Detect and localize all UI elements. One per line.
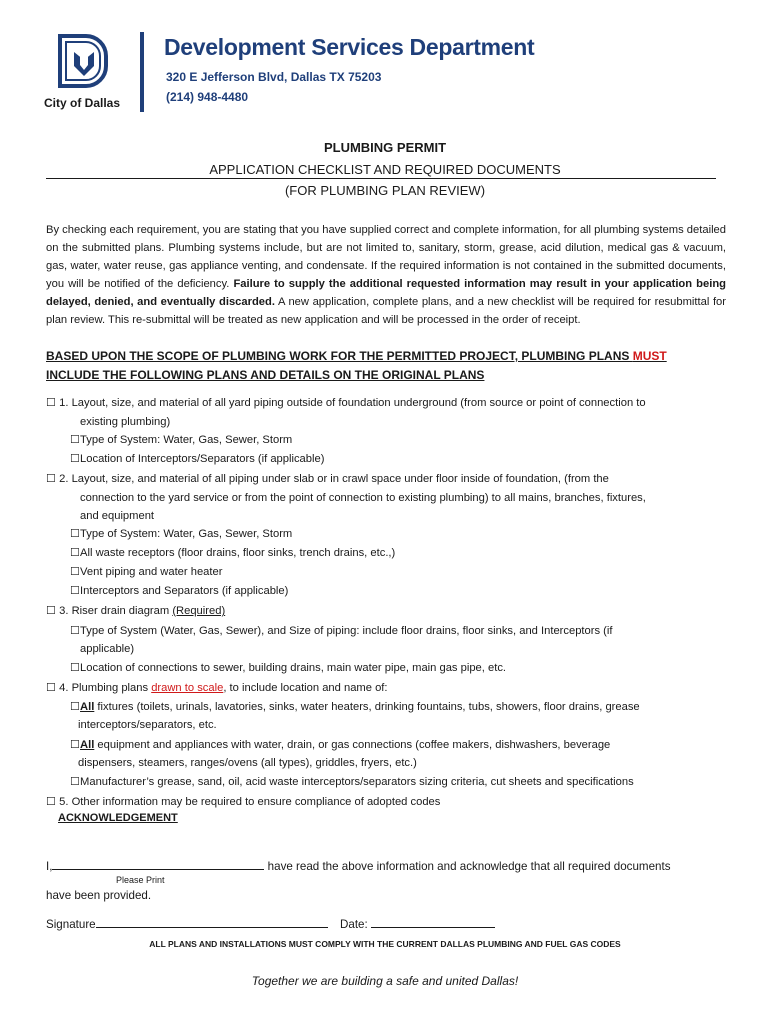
item-1 [46, 396, 646, 410]
item-2-sub-b [70, 546, 395, 560]
item-4-sub-a-cont: interceptors/separators, etc. [78, 719, 217, 731]
checkbox-item-4c[interactable]: ☐ [70, 776, 81, 788]
all-label: All [80, 739, 95, 751]
department-title: Development Services Department [164, 34, 535, 60]
checkbox-item-4b[interactable]: ☐ [70, 739, 81, 751]
item-2-cont-1: connection to the yard service or from the point of connection to existing plumbing) to all mains, branches, fixtures, [80, 492, 646, 504]
item-3 [46, 604, 225, 618]
item-3-sub-a-text: Type of System (Water, Gas, Sewer), and Size of piping: include floor drains, floor sinks, and Interceptors (if [80, 625, 613, 637]
checkbox-item-3a[interactable]: ☐ [70, 625, 81, 637]
item-2-sub-d [70, 584, 288, 598]
title-rule [46, 178, 716, 179]
item-2-sub-a-text: Type of System: Water, Gas, Sewer, Storm [80, 528, 293, 540]
permit-title: PLUMBING PERMIT [323, 140, 447, 155]
item-3-sub-a-cont: applicable) [80, 643, 135, 655]
item-4-sub-b [70, 738, 610, 752]
acknowledgement-heading: ACKNOWLEDGEMENT [58, 812, 178, 824]
date-label: Date: [340, 918, 368, 931]
checkbox-item-1b[interactable]: ☐ [70, 453, 81, 465]
checklist-title: APPLICATION CHECKLIST AND REQUIRED DOCUMENTS [209, 162, 561, 177]
header-divider [140, 32, 144, 112]
date-field[interactable] [371, 915, 495, 928]
checkbox-item-4a[interactable]: ☐ [70, 701, 81, 713]
checkbox-item-1a[interactable]: ☐ [70, 434, 81, 446]
item-4-sub-c-text: Manufacturer’s grease, sand, oil, acid waste interceptors/separators sizing criteria, cut sheets and specifications [80, 776, 634, 788]
item-4-sub-a-text: fixtures (toilets, urinals, lavatories, sinks, water heaters, drinking fountains, tubs, showers, floor drains, grease [94, 701, 640, 713]
tagline: Together we are building a safe and united Dallas! [251, 974, 519, 988]
item-5 [46, 795, 440, 809]
checkbox-item-2a[interactable]: ☐ [70, 528, 81, 540]
checkbox-item-2b[interactable]: ☐ [70, 547, 81, 559]
ack-i-prefix: I, [46, 860, 53, 873]
review-subtitle: (FOR PLUMBING PLAN REVIEW) [284, 183, 486, 198]
acknowledgement-statement [46, 857, 671, 874]
item-1-sub-b-text: Location of Interceptors/Separators (if applicable) [80, 453, 325, 465]
item-4-sub-c [70, 775, 634, 789]
checkbox-item-2d[interactable]: ☐ [70, 585, 81, 597]
scope-heading-line2: INCLUDE THE FOLLOWING PLANS AND DETAILS ON THE ORIGINAL PLANS [46, 368, 485, 382]
signature-label: Signature [46, 918, 96, 931]
intro-warning: Failure to supply the additional requested information may result in your application being delayed, denied, and eventually discarded. [46, 278, 726, 308]
please-print-hint: Please Print [116, 875, 165, 885]
signature-row [46, 915, 328, 932]
intro-text-1: By checking each requirement, you are stating that you have supplied correct and complete information, for all plumbing systems detailed on the submitted plans. Plumbing systems include, but are not limited to, sanitary, storm, grease, acid dilution, medical gas & vacuum, gas, water, water reuse, gas appliance venting, and condensate. If the required information is not contained in the submitted documents, you will be notified of the deficiency. [46, 224, 726, 290]
code-compliance-notice: ALL PLANS AND INSTALLATIONS MUST COMPLY WITH THE CURRENT DALLAS PLUMBING AND FUEL GAS CODES [149, 939, 621, 949]
department-address: 320 E Jefferson Blvd, Dallas TX 75203 [166, 70, 382, 84]
item-5-text: 5. Other information may be required to ensure compliance of adopted codes [56, 796, 441, 808]
provided-text: have been provided. [46, 889, 152, 902]
required-label: (Required) [172, 605, 226, 617]
item-4-sub-b-cont: dispensers, steamers, ranges/ovens (all types), griddles, fryers, etc.) [78, 757, 417, 769]
checkbox-item-2[interactable]: ☐ [46, 473, 57, 485]
name-field[interactable] [52, 857, 264, 870]
item-2-sub-b-text: All waste receptors (floor drains, floor sinks, trench drains, etc.,) [80, 547, 396, 559]
item-4 [46, 681, 388, 695]
item-3-sub-a [70, 624, 613, 638]
item-1-sub-b [70, 452, 324, 466]
item-2-text: 2. Layout, size, and material of all piping under slab or in crawl space under floor inside of foundation, (from the [56, 473, 609, 485]
item-3-sub-b [70, 661, 506, 675]
item-4-text: 4. Plumbing plans [56, 682, 152, 694]
item-3-sub-b-text: Location of connections to sewer, building drains, main water pipe, main gas pipe, etc. [80, 662, 507, 674]
item-4-sub-b-text: equipment and appliances with water, drain, or gas connections (coffee makers, dishwashers, beverage [94, 739, 611, 751]
checkbox-item-2c[interactable]: ☐ [70, 566, 81, 578]
item-2-sub-c [70, 565, 222, 579]
item-1-sub-a-text: Type of System: Water, Gas, Sewer, Storm [80, 434, 293, 446]
department-phone: (214) 948-4480 [166, 90, 249, 104]
scope-heading [46, 347, 736, 385]
drawn-to-scale-label: drawn to scale [151, 682, 224, 694]
checkbox-item-3b[interactable]: ☐ [70, 662, 81, 674]
item-4-suffix: , to include location and name of: [223, 682, 388, 694]
item-3-text: 3. Riser drain diagram [56, 605, 173, 617]
item-1-sub-a [70, 433, 292, 447]
item-1-text: 1. Layout, size, and material of all yard piping outside of foundation underground (from source or point of connection to [56, 397, 646, 409]
item-2-sub-a [70, 527, 292, 541]
item-2-cont-2: and equipment [80, 510, 155, 522]
city-name: City of Dallas [44, 96, 121, 110]
item-2 [46, 472, 609, 486]
intro-text-2: A new application, complete plans, and a new checklist will be required for resubmittal for plan review. This re-submittal will be treated as new application and will be processed in the order of receipt. [46, 296, 726, 326]
all-label: All [80, 701, 95, 713]
intro-paragraph [46, 221, 726, 329]
ack-statement-text: have read the above information and acknowledge that all required documents [264, 860, 671, 873]
scope-heading-text: BASED UPON THE SCOPE OF PLUMBING WORK FOR THE PERMITTED PROJECT, PLUMBING PLANS [46, 349, 633, 363]
date-row [340, 915, 495, 932]
item-1-cont: existing plumbing) [80, 416, 171, 428]
item-2-sub-c-text: Vent piping and water heater [80, 566, 223, 578]
signature-field[interactable] [96, 915, 328, 928]
checkbox-item-5[interactable]: ☐ [46, 796, 57, 808]
checkbox-item-1[interactable]: ☐ [46, 397, 57, 409]
must-keyword: MUST [632, 349, 667, 363]
item-2-sub-d-text: Interceptors and Separators (if applicable) [80, 585, 289, 597]
item-4-sub-a [70, 700, 640, 714]
checkbox-item-3[interactable]: ☐ [46, 605, 57, 617]
checkbox-item-4[interactable]: ☐ [46, 682, 57, 694]
